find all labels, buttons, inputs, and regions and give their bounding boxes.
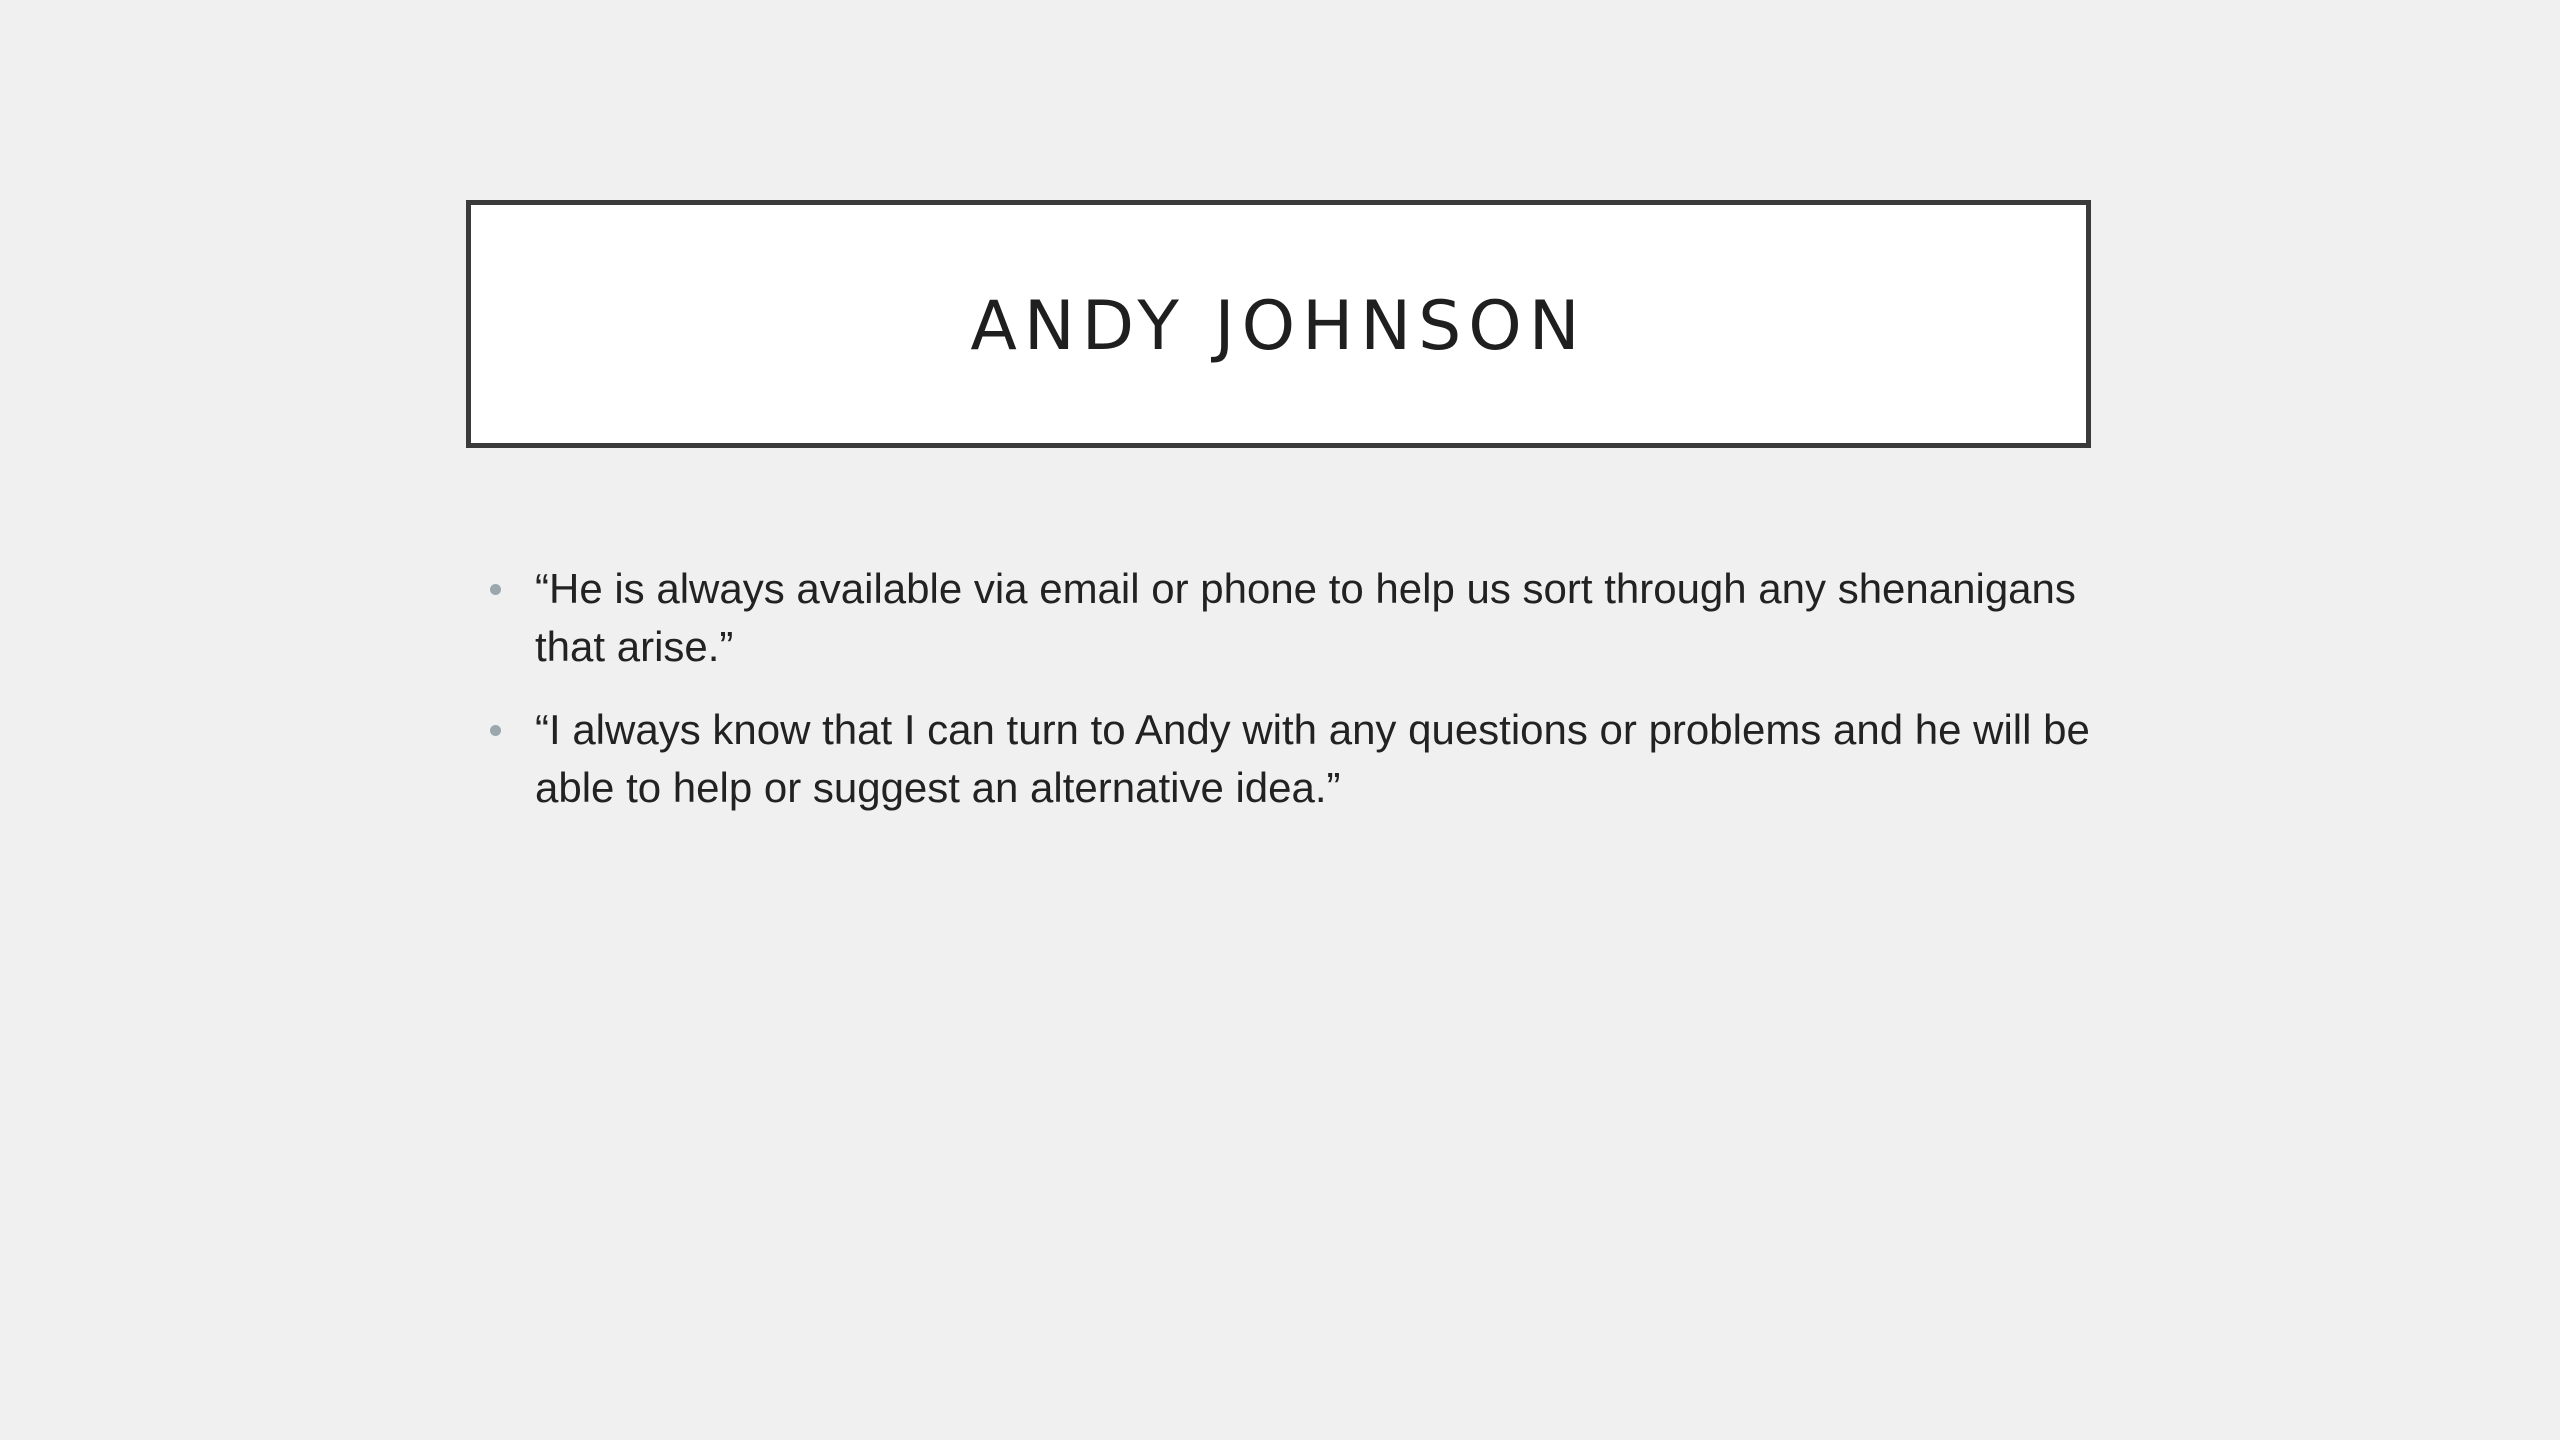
bullet-item bbox=[480, 701, 2120, 817]
bullet-text: “He is always available via email or phone to help us sort through any shenanigans that arise.” bbox=[535, 565, 2076, 670]
title-box bbox=[466, 200, 2091, 448]
bullet-text: “I always know that I can turn to Andy with any questions or problems and he will be able to help or suggest an alternative idea.” bbox=[535, 706, 2090, 811]
bullet-dot-icon bbox=[490, 584, 501, 595]
bullet-dot-icon bbox=[490, 725, 501, 736]
slide-title: ANDY JOHNSON bbox=[970, 286, 1587, 366]
bullet-list bbox=[480, 560, 2120, 842]
bullet-item bbox=[480, 560, 2120, 676]
